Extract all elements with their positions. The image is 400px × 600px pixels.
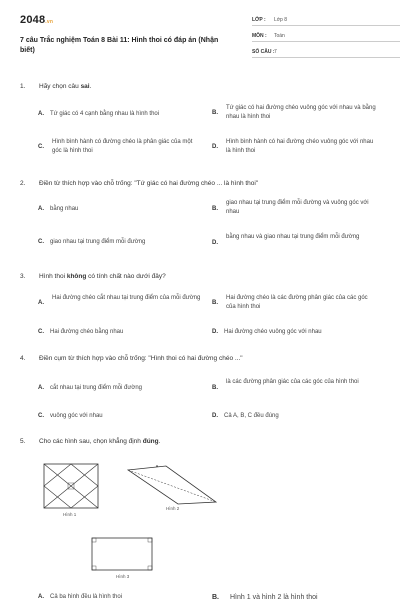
option-letter: A. — [38, 594, 44, 600]
option-text: Tứ giác có hai đường chéo vuông góc với nhau và bằng nhau là hình thoi — [226, 105, 376, 120]
option-letter: D. — [212, 413, 218, 419]
question-text: Điền từ thích hợp vào chỗ trống: "Tứ giác có hai đường chéo ... là hình thoi" — [39, 180, 259, 187]
option-letter: A. — [38, 385, 44, 391]
document-header — [20, 12, 380, 62]
option-text: bằng nhau và giao nhau tại trung điểm mỗi đường — [226, 234, 360, 240]
option-text: Hai đường chéo là các đường phân giác của các góc của hình thoi — [226, 295, 368, 310]
option-letter: A. — [38, 206, 44, 212]
question-text: Hình thoi không có tính chất nào dưới đây? — [39, 273, 166, 280]
question-number: 5. — [20, 438, 26, 445]
option-letter: B. — [212, 110, 218, 116]
option-letter: D. — [212, 240, 218, 246]
figure-2-label: Hình 2 — [166, 506, 180, 511]
option-text: Hai đường chéo bằng nhau — [50, 329, 124, 335]
option-text: Hình bình hành có hai đường chéo vuông góc với nhau là hình thoi — [226, 139, 374, 154]
meta-count-value: 7 — [274, 49, 277, 55]
site-logo[interactable] — [20, 14, 53, 26]
option-letter: B. — [212, 300, 218, 306]
question-text: Hãy chọn câu sai. — [39, 83, 92, 90]
meta-subject-key: MÔN : — [252, 33, 267, 39]
question-number: 1. — [20, 83, 26, 90]
option-text: là các đường phân giác của các góc của hình thoi — [226, 379, 359, 385]
figure-3-label: Hình 3 — [116, 574, 130, 579]
meta-subject-value: Toán — [274, 33, 285, 39]
option-letter: B. — [212, 206, 218, 212]
option-letter: C. — [38, 239, 44, 245]
question-number: 3. — [20, 273, 26, 280]
option-text: Tứ giác có 4 cạnh bằng nhau là hình thoi — [50, 111, 160, 117]
question-text: Cho các hình sau, chọn khẳng định đúng. — [39, 438, 161, 445]
meta-count-key: SỐ CÂU : — [252, 49, 275, 55]
option-letter: C. — [38, 144, 44, 150]
meta-subject — [252, 30, 400, 42]
option-letter: A. — [38, 111, 44, 117]
option-letter: B. — [212, 385, 218, 391]
option-text: Hình bình hành có đường chéo là phân giác của một góc là hình thoi — [52, 139, 193, 154]
option-text: Hai đường chéo cắt nhau tại trung điểm của mỗi đường — [52, 295, 201, 301]
figure-2-shape — [124, 464, 220, 506]
option-text: giao nhau tại trung điểm mỗi đường và vuông góc với nhau — [226, 200, 369, 215]
question-number: 2. — [20, 180, 26, 187]
logo-tld: .vn — [45, 19, 54, 25]
option-letter: A. — [38, 300, 44, 306]
question-text: Điền cụm từ thích hợp vào chỗ trống: "Hình thoi có hai đường chéo ..." — [39, 355, 243, 362]
option-letter: D. — [212, 144, 218, 150]
option-letter: D. — [212, 329, 218, 335]
meta-class-key: LỚP : — [252, 17, 266, 23]
option-text: giao nhau tại trung điểm mỗi đường — [50, 239, 146, 245]
option-text: Hình 1 và hình 2 là hình thoi — [230, 594, 318, 600]
meta-class-value: Lớp 8 — [274, 17, 288, 23]
option-text: Hai đường chéo vuông góc với nhau — [224, 329, 322, 335]
option-text: vuông góc với nhau — [50, 413, 103, 419]
logo-main: 2048 — [20, 14, 46, 26]
option-text: cắt nhau tại trung điểm mỗi đường — [50, 385, 143, 391]
option-letter: C. — [38, 413, 44, 419]
figure-1-shape — [42, 462, 100, 510]
option-letter: C. — [38, 329, 44, 335]
document-title: 7 câu Trắc nghiệm Toán 8 Bài 11: Hình thoi có đáp án (Nhận biết) — [20, 37, 219, 54]
option-text: Cả ba hình đều là hình thoi — [50, 594, 123, 600]
figure-3-shape — [90, 536, 154, 572]
question-number: 4. — [20, 355, 26, 362]
figure-1-label: Hình 1 — [63, 512, 77, 517]
meta-count — [252, 46, 400, 58]
option-letter: B. — [212, 594, 219, 600]
option-text: bằng nhau — [50, 206, 79, 212]
meta-class — [252, 14, 400, 26]
option-text: Cả A, B, C đều đúng — [224, 413, 279, 419]
